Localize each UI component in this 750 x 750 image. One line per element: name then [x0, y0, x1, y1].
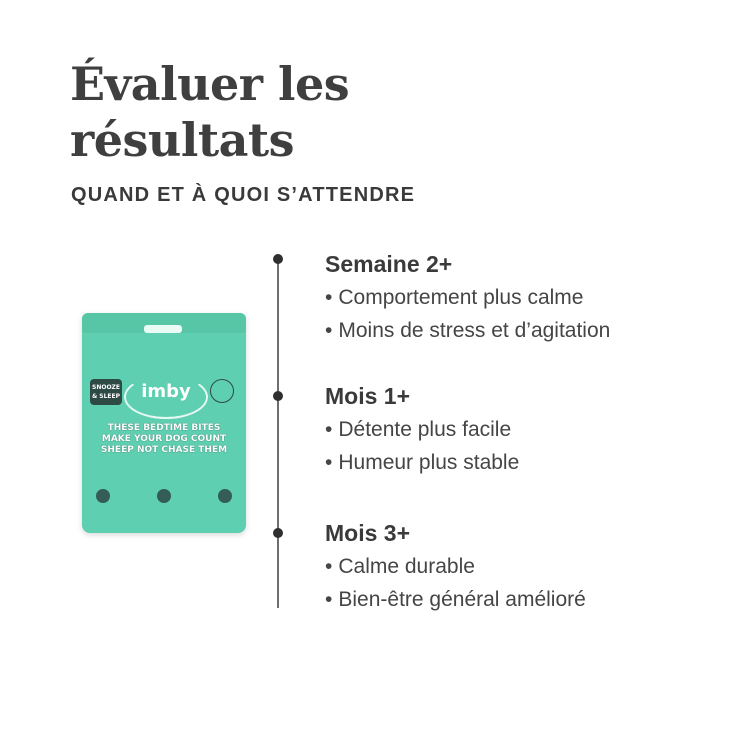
timeline-dot [273, 528, 283, 538]
stage-item: • Moins de stress et d’agitation [325, 319, 611, 342]
brand-logo: imby [124, 375, 208, 419]
timeline-stage-week-2 [325, 249, 610, 347]
timeline-dot [273, 391, 283, 401]
title-line-2: résultats [70, 113, 295, 167]
stage-heading: Mois 1+ [325, 383, 411, 409]
timeline-dot [273, 254, 283, 264]
package-slogan: THESE BEDTIME BITES MAKE YOUR DOG COUNT SHEEP NOT CHASE THEM [100, 423, 228, 455]
feature-icon [96, 489, 110, 503]
title-line-1: Évaluer les [70, 57, 350, 111]
feature-icon [157, 489, 171, 503]
feature-icon [218, 489, 232, 503]
timeline-stage-month-1 [325, 381, 519, 479]
stage-item: • Bien-être général amélioré [325, 588, 586, 611]
package-hang-slot [144, 325, 182, 333]
package-badge: SNOOZE & SLEEP [90, 379, 122, 405]
stage-heading: Mois 3+ [325, 520, 411, 546]
stage-item: • Calme durable [325, 555, 475, 578]
seal-icon [210, 379, 234, 403]
stage-heading: Semaine 2+ [325, 251, 453, 277]
timeline-stage-month-3 [325, 518, 586, 616]
stage-item: • Détente plus facile [325, 418, 512, 441]
stage-item: • Comportement plus calme [325, 286, 584, 309]
page-title [70, 56, 490, 168]
stage-item: • Humeur plus stable [325, 451, 520, 474]
timeline-line [277, 258, 279, 608]
product-package-image [82, 313, 246, 533]
page-subtitle: QUAND ET À QUOI S’ATTENDRE [71, 184, 416, 206]
package-icons [96, 489, 232, 505]
